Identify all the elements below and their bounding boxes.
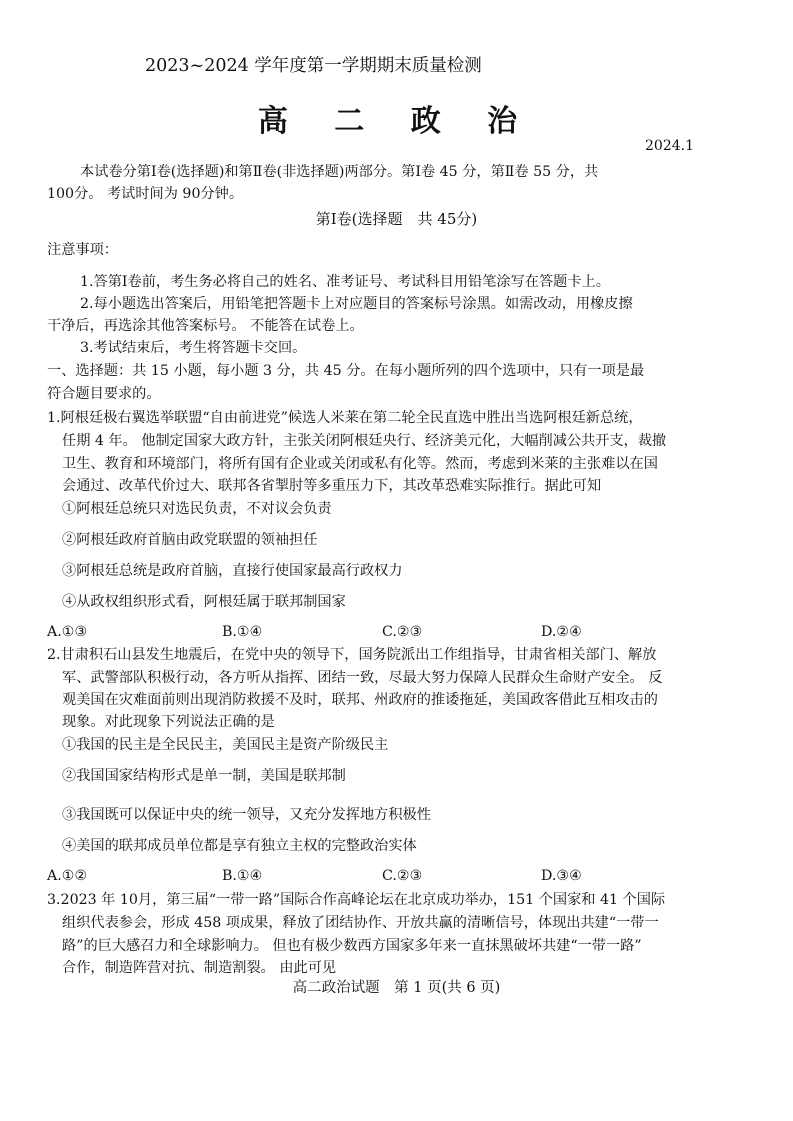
q2-option-c[interactable]: C.②③ — [382, 868, 423, 884]
page-footer: 高二政治试题 第 1 页(共 6 页) — [292, 980, 501, 996]
q2-stem: 军、武警部队积极行动，各方听从指挥、团结一致，尽最大努力保障人民群众生命财产安全。 反 — [62, 670, 663, 686]
q3-stem: 路”的巨大感召力和全球影响力。 但也有极少数西方国家多年来一直抹黑破坏共建“一带一路” — [62, 938, 642, 954]
q2-stem: 观美国在灾难面前则出现消防救援不及时，联邦、州政府的推诿拖延，美国政客借此互相攻击的 — [62, 692, 658, 708]
note-item: 干净后，再选涂其他答案标号。 不能答在试卷上。 — [47, 318, 364, 334]
subject-title: 高 二 政 治 — [257, 104, 536, 139]
part-instruction: 一、选择题：共 15 小题，每小题 3 分，共 45 分。在每小题所列的四个选项中，只有一项是最 — [47, 363, 645, 379]
q1-option-a[interactable]: A.①③ — [47, 624, 88, 640]
q2-statement: ③我国既可以保证中央的统一领导，又充分发挥地方积极性 — [62, 807, 431, 823]
q1-option-b[interactable]: B.①④ — [222, 624, 263, 640]
q1-stem: 卫生、教育和环境部门，将所有国有企业或关闭或私有化等。然而，考虑到米莱的主张难以在国 — [62, 456, 658, 472]
part-instruction: 符合题目要求的。 — [47, 386, 161, 402]
q3-stem: 3.2023 年 10月，第三届“一带一路”国际合作高峰论坛在北京成功举办，151 个国家和 41 个国际 — [47, 892, 666, 908]
q2-statement: ①我国的民主是全民民主，美国民主是资产阶级民主 — [62, 737, 389, 753]
q1-option-c[interactable]: C.②③ — [382, 624, 423, 640]
q3-stem: 合作，制造阵营对抗、制造割裂。 由此可见 — [62, 960, 337, 976]
note-item: 2.每小题选出答案后，用铅笔把答题卡上对应题目的答案标号涂黑。如需改动，用橡皮擦 — [80, 296, 633, 312]
q1-statement: ③阿根廷总统是政府首脑，直接行使国家最高行政权力 — [62, 563, 403, 579]
note-item: 1.答第Ⅰ卷前，考生务必将自己的姓名、准考证号、考试科目用铅笔涂写在答题卡上。 — [80, 274, 610, 290]
q3-stem: 组织代表参会，形成 458 项成果，释放了团结协作、开放共赢的清晰信号，体现出共建“一带一 — [62, 915, 659, 931]
q2-stem: 2.甘肃积石山县发生地震后，在党中央的领导下，国务院派出工作组指导，甘肃省相关部门、解放 — [47, 647, 657, 663]
q2-stem: 现象。对此现象下列说法正确的是 — [62, 714, 275, 730]
q1-stem: 任期 4 年。 他制定国家大政方针，主张关闭阿根廷央行、经济美元化，大幅削减公共开支，裁撤 — [62, 433, 667, 449]
section-title: 第Ⅰ卷(选择题 共 45分) — [315, 210, 478, 228]
note-item: 3.考试结束后，考生将答题卡交回。 — [80, 340, 307, 356]
q1-statement: ②阿根廷政府首脑由政党联盟的领袖担任 — [62, 532, 318, 548]
q1-statement: ④从政权组织形式看，阿根廷属于联邦制国家 — [62, 594, 346, 610]
q2-option-a[interactable]: A.①② — [47, 868, 88, 884]
q2-option-b[interactable]: B.①④ — [222, 868, 263, 884]
exam-title: 2023~2024 学年度第一学期期末质量检测 — [145, 56, 482, 76]
exam-date: 2024.1 — [645, 138, 694, 154]
notes-heading: 注意事项： — [47, 242, 118, 258]
q1-option-d[interactable]: D.②④ — [541, 624, 582, 640]
q1-stem: 会通过、改革代价过大、联邦各省掣肘等多重压力下，其改革恐难实际推行。据此可知 — [62, 478, 602, 494]
intro-line: 本试卷分第Ⅰ卷(选择题)和第Ⅱ卷(非选择题)两部分。第Ⅰ卷 45 分，第Ⅱ卷 55 分，共 — [80, 164, 599, 180]
intro-line: 100分。 考试时间为 90分钟。 — [47, 186, 244, 202]
q2-statement: ④美国的联邦成员单位都是享有独立主权的完整政治实体 — [62, 838, 417, 854]
q1-stem: 1.阿根廷极右翼选举联盟“自由前进党”候选人米莱在第二轮全民直选中胜出当选阿根廷新总统， — [47, 410, 643, 426]
q2-option-d[interactable]: D.③④ — [541, 868, 582, 884]
q1-statement: ①阿根廷总统只对选民负责，不对议会负责 — [62, 501, 332, 517]
q2-statement: ②我国国家结构形式是单一制，美国是联邦制 — [62, 768, 346, 784]
